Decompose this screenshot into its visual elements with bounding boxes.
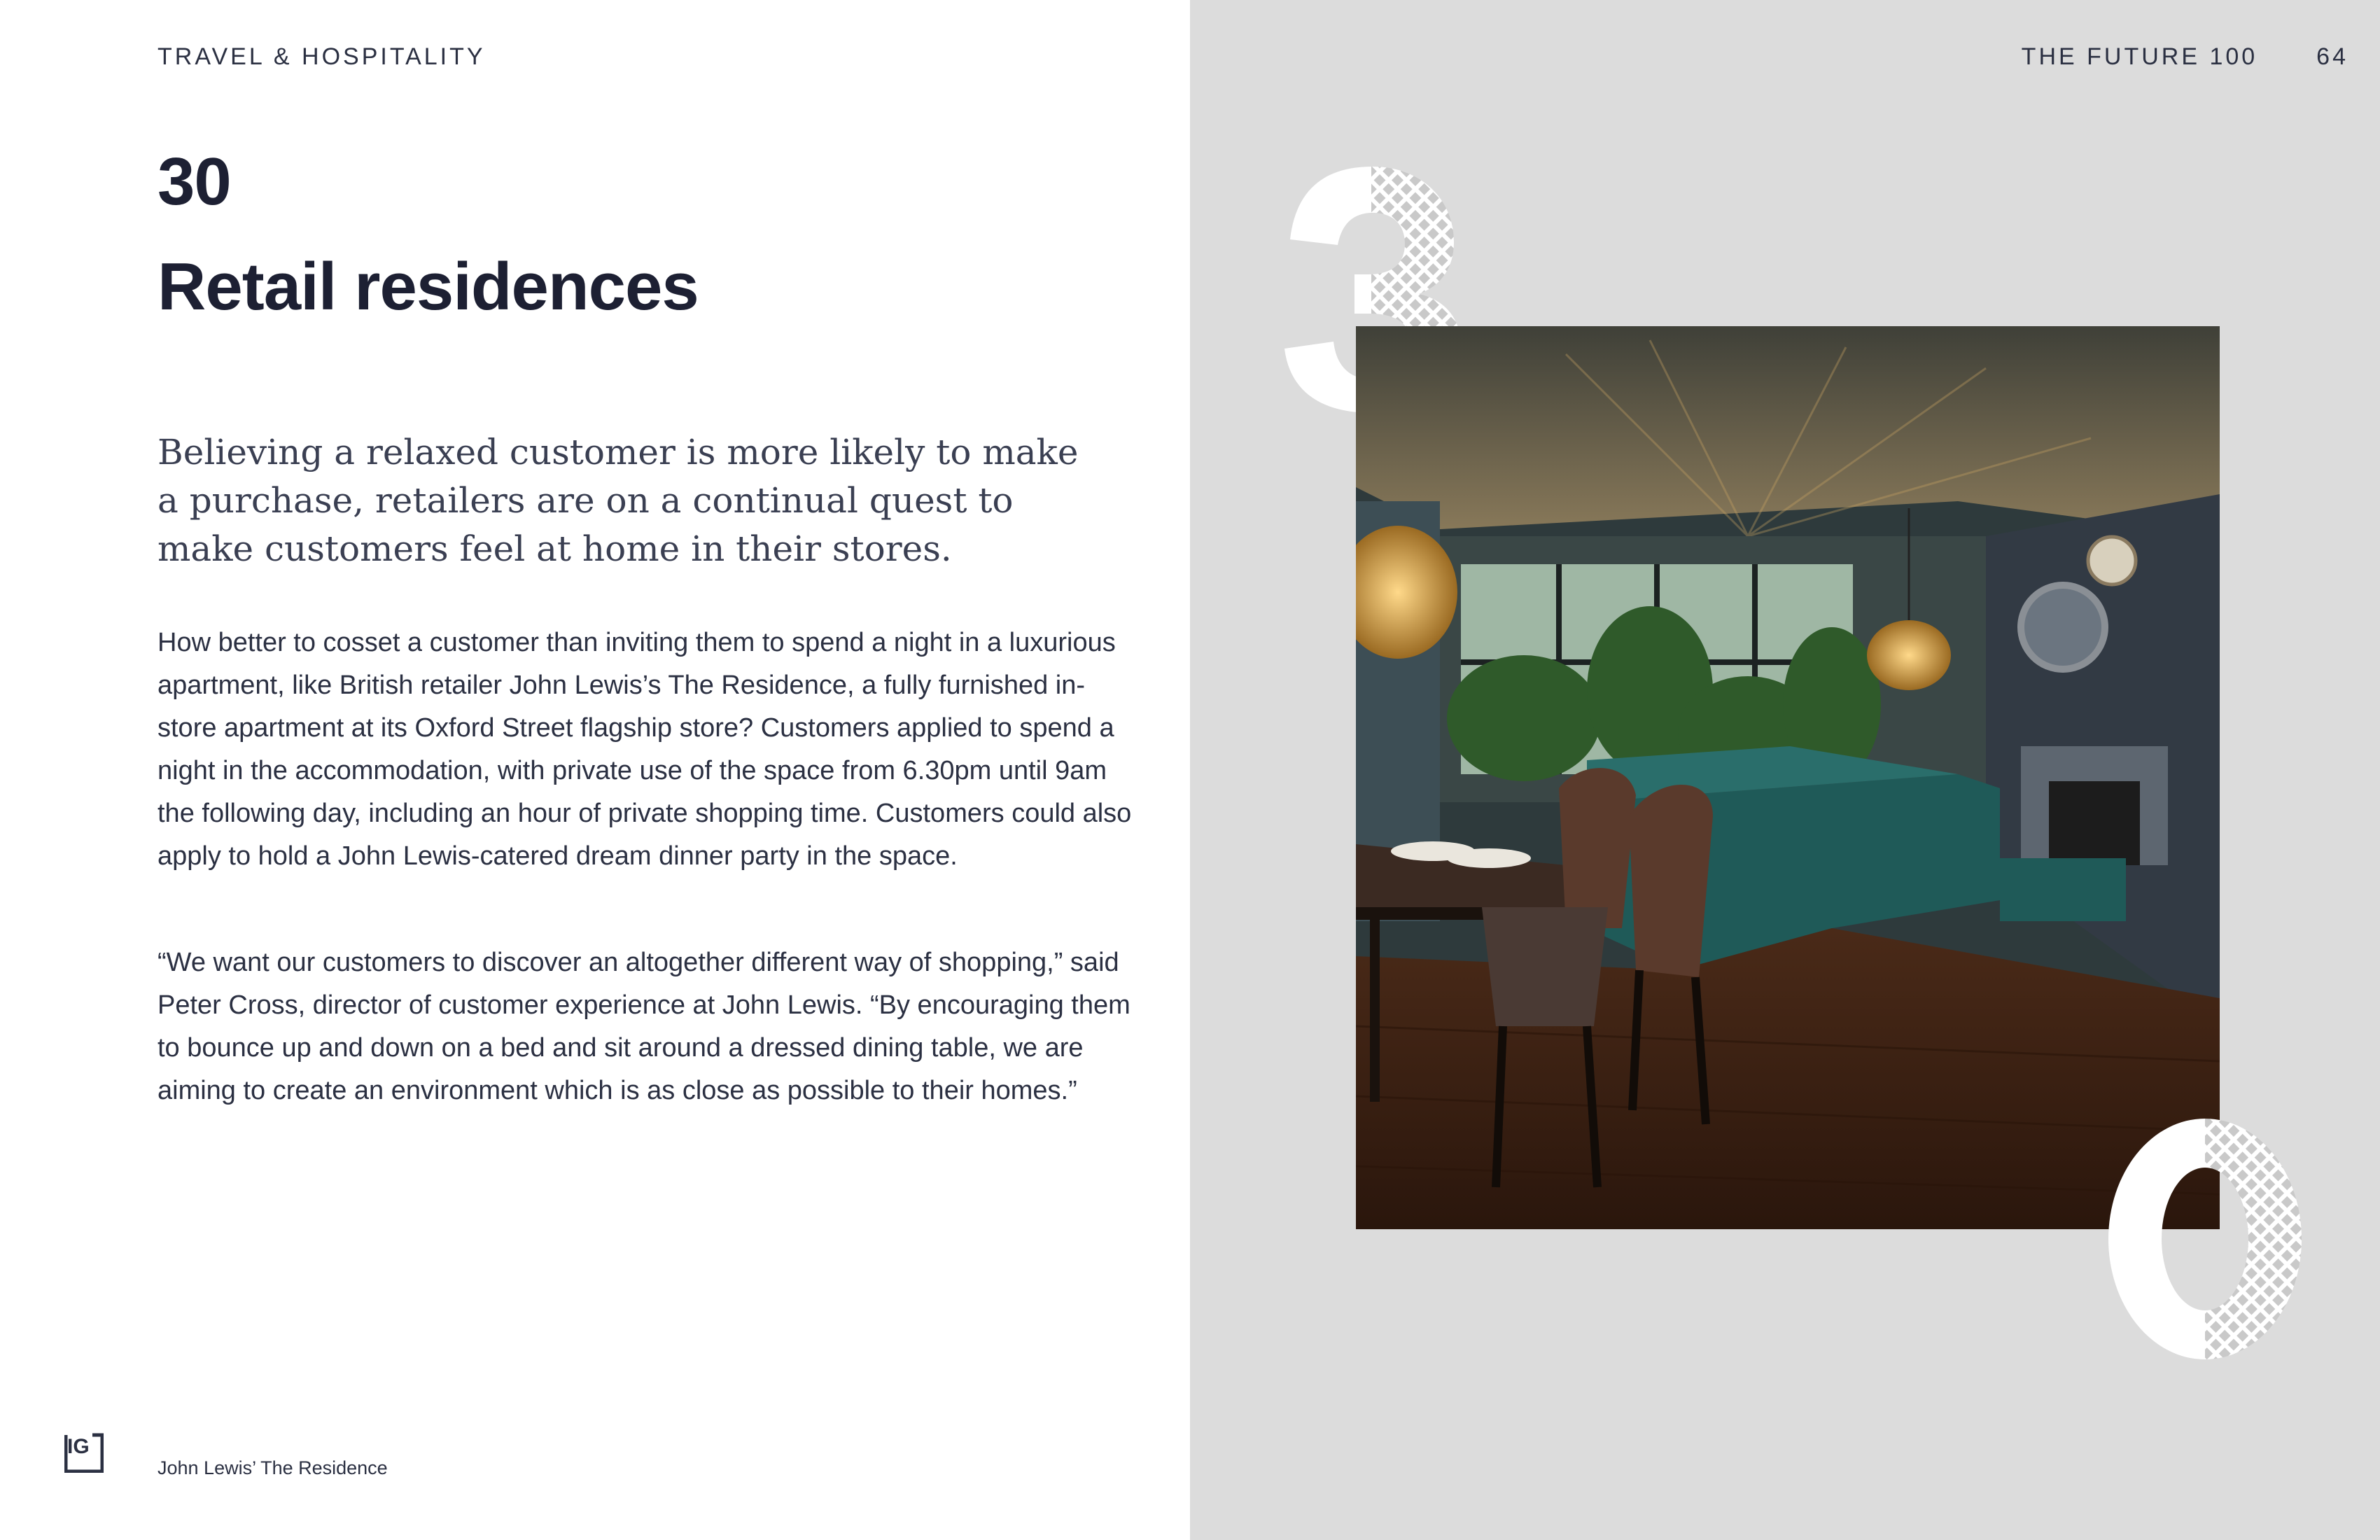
page-title: Retail residences	[158, 249, 699, 324]
page-number: 64	[2316, 43, 2348, 70]
image-page	[1190, 0, 2380, 1540]
decorative-digit-zero	[2100, 1113, 2324, 1365]
intelligence-logo-icon	[64, 1432, 104, 1473]
section-label: TRAVEL & HOSPITALITY	[158, 43, 486, 70]
running-head	[2022, 43, 2348, 71]
trend-number: 30	[158, 144, 231, 219]
intro-paragraph: Believing a relaxed customer is more likely to make a purchase, retailers are on a continual quest to make customers feel at home in their stores.	[158, 432, 1079, 569]
residence-photo	[1356, 326, 2220, 1229]
body-paragraph-2: “We want our customers to discover an altogether different way of shopping,” said Peter Cross, director of customer experience at John Lewis. “By encouraging them to bounce up and down on a bed and sit around a dressed dining table, we are aiming to create an environment which is as close as possible to their homes.”	[158, 948, 1130, 1105]
body-paragraph-1: How better to cosset a customer than inviting them to spend a night in a luxurious apartment, like British retailer John Lewis’s The Residence, a fully furnished in-store apartment at its Oxford Street flagship store? Customers applied to spend a night in the accommodation, with private use of the space from 6.30pm until 9am the following day, including an hour of private shopping time. Customers could also apply to hold a John Lewis-catered dream dinner party in the space.	[158, 628, 1132, 871]
photo-caption: John Lewis’ The Residence	[158, 1457, 388, 1478]
publication-title: THE FUTURE 100	[2021, 43, 2258, 70]
logo-text: IG	[67, 1435, 90, 1458]
